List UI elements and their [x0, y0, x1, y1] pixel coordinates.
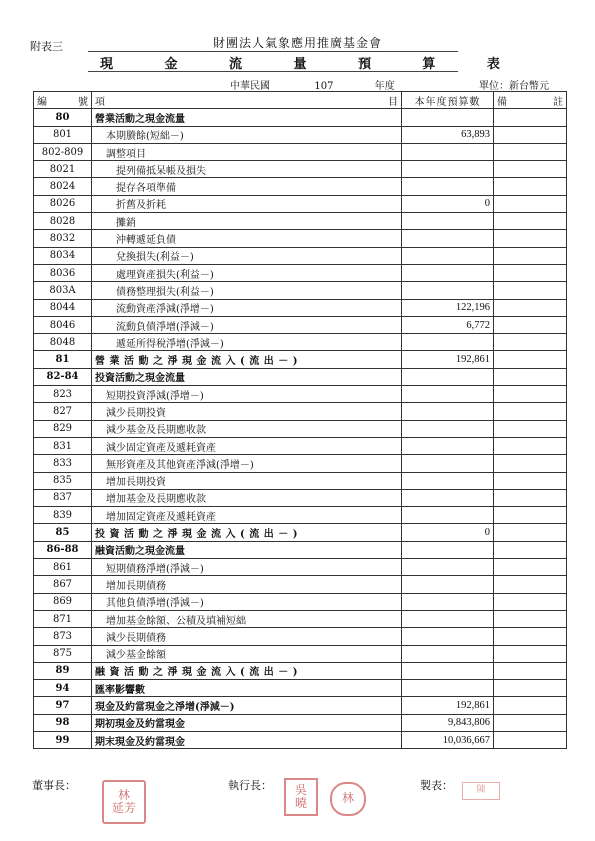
row-note — [494, 299, 567, 316]
row-note — [494, 282, 567, 299]
row-item: 攤銷 — [92, 213, 402, 230]
row-amount — [402, 610, 494, 627]
row-amount: 122,196 — [402, 299, 494, 316]
header-item — [92, 92, 402, 109]
table-row — [34, 489, 567, 506]
row-item: 增加固定資產及遞耗資產 — [92, 507, 402, 524]
row-note — [494, 386, 567, 403]
row-code: 871 — [34, 610, 92, 627]
row-code: 8046 — [34, 316, 92, 333]
row-note — [494, 628, 567, 645]
row-amount — [402, 437, 494, 454]
header-item-char-b: 目 — [388, 96, 398, 108]
row-code: 8034 — [34, 247, 92, 264]
row-item: 增加長期債務 — [92, 576, 402, 593]
row-item: 無形資產及其他資產淨減(淨增－) — [92, 455, 402, 472]
row-amount: 0 — [402, 524, 494, 541]
row-amount — [402, 109, 494, 126]
fiscal-period — [230, 77, 395, 92]
row-item: 兌換損失(利益－) — [92, 247, 402, 264]
row-item: 處理資產損失(利益－) — [92, 264, 402, 281]
row-amount — [402, 420, 494, 437]
org-underline — [88, 51, 458, 52]
row-note — [494, 334, 567, 351]
table-row — [34, 143, 567, 160]
chairman-seal: 林 延芳 — [102, 780, 146, 824]
row-code: 82-84 — [34, 368, 92, 385]
header-note-char-a: 備 — [497, 96, 507, 108]
row-item: 提列備抵呆帳及損失 — [92, 161, 402, 178]
row-note — [494, 697, 567, 714]
table-row — [34, 455, 567, 472]
row-amount — [402, 662, 494, 679]
row-code: 875 — [34, 645, 92, 662]
row-note — [494, 264, 567, 281]
row-note — [494, 524, 567, 541]
row-amount: 9,843,806 — [402, 714, 494, 731]
row-item: 融資活動之現金流量 — [92, 541, 402, 558]
row-item: 減少長期債務 — [92, 628, 402, 645]
row-note — [494, 472, 567, 489]
row-note — [494, 455, 567, 472]
table-row — [34, 524, 567, 541]
table-row — [34, 264, 567, 281]
row-note — [494, 610, 567, 627]
row-item: 減少長期投資 — [92, 403, 402, 420]
row-note — [494, 731, 567, 748]
row-note — [494, 680, 567, 697]
row-code: 8032 — [34, 230, 92, 247]
row-item: 營業活動之現金流量 — [92, 109, 402, 126]
row-code: 873 — [34, 628, 92, 645]
title-char: 量 — [293, 57, 307, 72]
chairman-label: 董事長： — [32, 779, 76, 792]
table-row — [34, 541, 567, 558]
title-char: 金 — [164, 57, 178, 72]
title-char: 預 — [357, 57, 371, 72]
row-code: 802-809 — [34, 143, 92, 160]
table-row — [34, 610, 567, 627]
table-row — [34, 109, 567, 126]
row-item: 本期賸餘(短絀－) — [92, 126, 402, 143]
row-note — [494, 316, 567, 333]
table-row — [34, 213, 567, 230]
row-note — [494, 645, 567, 662]
row-code: 85 — [34, 524, 92, 541]
row-amount: 6,772 — [402, 316, 494, 333]
row-note — [494, 437, 567, 454]
title-char: 流 — [228, 57, 242, 72]
table-row — [34, 628, 567, 645]
cash-flow-table — [33, 91, 567, 749]
row-amount — [402, 541, 494, 558]
row-note — [494, 195, 567, 212]
row-code: 8028 — [34, 213, 92, 230]
row-note — [494, 489, 567, 506]
row-amount: 63,893 — [402, 126, 494, 143]
executive-label: 執行長： — [228, 779, 272, 792]
row-code: 80 — [34, 109, 92, 126]
row-code: 801 — [34, 126, 92, 143]
row-note — [494, 351, 567, 368]
period-suffix: 年度 — [374, 81, 395, 92]
row-item: 增加基金餘額、公積及填補短絀 — [92, 610, 402, 627]
row-amount — [402, 143, 494, 160]
row-note — [494, 213, 567, 230]
row-item: 短期債務淨增(淨減－) — [92, 559, 402, 576]
period-year: 107 — [314, 81, 334, 92]
organization-name: 財團法人氣象應用推廣基金會 — [212, 36, 382, 50]
row-note — [494, 403, 567, 420]
row-note — [494, 559, 567, 576]
row-amount — [402, 507, 494, 524]
row-note — [494, 368, 567, 385]
table-row — [34, 299, 567, 316]
row-amount — [402, 230, 494, 247]
header-code — [34, 92, 92, 109]
table-row — [34, 247, 567, 264]
row-item: 增加基金及長期應收款 — [92, 489, 402, 506]
row-amount — [402, 282, 494, 299]
row-code: 831 — [34, 437, 92, 454]
row-amount — [402, 593, 494, 610]
table-row — [34, 731, 567, 748]
row-amount — [402, 334, 494, 351]
table-row — [34, 714, 567, 731]
row-note — [494, 576, 567, 593]
row-code: 829 — [34, 420, 92, 437]
row-note — [494, 109, 567, 126]
table-row — [34, 593, 567, 610]
row-item: 增加長期投資 — [92, 472, 402, 489]
row-item: 匯率影響數 — [92, 680, 402, 697]
row-note — [494, 161, 567, 178]
row-note — [494, 662, 567, 679]
document-title — [100, 53, 500, 72]
title-char: 表 — [486, 57, 500, 72]
title-underline — [88, 71, 458, 72]
row-item: 現金及約當現金之淨增(淨減－) — [92, 697, 402, 714]
row-item: 短期投資淨減(淨增－) — [92, 386, 402, 403]
row-note — [494, 247, 567, 264]
table-row — [34, 282, 567, 299]
row-item: 債務整理損失(利益－) — [92, 282, 402, 299]
table-row — [34, 420, 567, 437]
table-row — [34, 472, 567, 489]
row-note — [494, 420, 567, 437]
row-code: 8044 — [34, 299, 92, 316]
row-code: 8026 — [34, 195, 92, 212]
table-row — [34, 507, 567, 524]
period-prefix: 中華民國 — [230, 81, 270, 92]
row-amount — [402, 213, 494, 230]
row-amount — [402, 455, 494, 472]
row-item: 減少基金餘額 — [92, 645, 402, 662]
row-code: 867 — [34, 576, 92, 593]
row-note — [494, 126, 567, 143]
executive-seal: 吳 曉 — [284, 778, 318, 816]
row-item: 沖轉遞延負債 — [92, 230, 402, 247]
row-item: 遞延所得稅淨增(淨減－) — [92, 334, 402, 351]
row-code: 803A — [34, 282, 92, 299]
row-amount — [402, 472, 494, 489]
row-code: 8024 — [34, 178, 92, 195]
table-row — [34, 368, 567, 385]
table-row — [34, 576, 567, 593]
row-code: 837 — [34, 489, 92, 506]
header-amount: 本年度預算數 — [402, 92, 494, 109]
annex-label: 附表三 — [30, 40, 63, 53]
table-row — [34, 403, 567, 420]
row-item: 折舊及折耗 — [92, 195, 402, 212]
row-note — [494, 178, 567, 195]
row-item: 投資活動之現金流量 — [92, 368, 402, 385]
row-note — [494, 714, 567, 731]
preparer-label: 製表： — [420, 779, 453, 792]
row-note — [494, 507, 567, 524]
header-note — [494, 92, 567, 109]
table-body — [34, 109, 567, 749]
row-amount — [402, 645, 494, 662]
row-item: 融資活動之淨現金流入(流出－) — [92, 662, 402, 679]
row-amount — [402, 628, 494, 645]
row-note — [494, 541, 567, 558]
row-amount — [402, 576, 494, 593]
row-amount — [402, 559, 494, 576]
table-row — [34, 559, 567, 576]
row-code: 8036 — [34, 264, 92, 281]
row-amount — [402, 264, 494, 281]
row-code: 869 — [34, 593, 92, 610]
executive-seal-2: 林 — [330, 782, 366, 816]
row-code: 835 — [34, 472, 92, 489]
row-code: 833 — [34, 455, 92, 472]
row-code: 94 — [34, 680, 92, 697]
row-code: 99 — [34, 731, 92, 748]
table-row — [34, 178, 567, 195]
row-amount — [402, 489, 494, 506]
row-amount — [402, 680, 494, 697]
row-amount — [402, 403, 494, 420]
row-amount — [402, 368, 494, 385]
row-amount: 10,036,667 — [402, 731, 494, 748]
table-row — [34, 645, 567, 662]
row-item: 提存各項準備 — [92, 178, 402, 195]
row-code: 89 — [34, 662, 92, 679]
currency-unit: 單位：新台幣元 — [479, 81, 549, 92]
row-code: 97 — [34, 697, 92, 714]
row-code: 86-88 — [34, 541, 92, 558]
row-item: 營業活動之淨現金流入(流出－) — [92, 351, 402, 368]
row-item: 期末現金及約當現金 — [92, 731, 402, 748]
row-amount — [402, 161, 494, 178]
table-row — [34, 195, 567, 212]
table-row — [34, 351, 567, 368]
row-note — [494, 230, 567, 247]
table-row — [34, 680, 567, 697]
row-amount: 192,861 — [402, 697, 494, 714]
row-note — [494, 143, 567, 160]
row-item: 投資活動之淨現金流入(流出－) — [92, 524, 402, 541]
preparer-seal: 陳 — [462, 782, 500, 800]
row-amount: 192,861 — [402, 351, 494, 368]
row-item: 減少固定資產及遞耗資產 — [92, 437, 402, 454]
row-amount: 0 — [402, 195, 494, 212]
table-header-row — [34, 92, 567, 109]
row-code: 839 — [34, 507, 92, 524]
row-code: 861 — [34, 559, 92, 576]
title-char: 現 — [100, 57, 114, 72]
row-code: 827 — [34, 403, 92, 420]
row-code: 8048 — [34, 334, 92, 351]
table-row — [34, 662, 567, 679]
table-row — [34, 386, 567, 403]
header-code-char-a: 編 — [37, 96, 47, 108]
row-code: 823 — [34, 386, 92, 403]
row-item: 流動資產淨減(淨增－) — [92, 299, 402, 316]
table-row — [34, 697, 567, 714]
header-code-char-b: 號 — [78, 96, 88, 108]
row-item: 期初現金及約當現金 — [92, 714, 402, 731]
header-item-char-a: 項 — [95, 96, 105, 108]
title-char: 算 — [422, 57, 436, 72]
row-amount — [402, 386, 494, 403]
row-code: 81 — [34, 351, 92, 368]
table-row — [34, 316, 567, 333]
header-note-char-b: 註 — [553, 96, 563, 108]
table-row — [34, 334, 567, 351]
row-code: 8021 — [34, 161, 92, 178]
row-item: 減少基金及長期應收款 — [92, 420, 402, 437]
row-item: 流動負債淨增(淨減－) — [92, 316, 402, 333]
table-row — [34, 437, 567, 454]
row-item: 其他負債淨增(淨減－) — [92, 593, 402, 610]
table-row — [34, 161, 567, 178]
row-amount — [402, 178, 494, 195]
table-row — [34, 126, 567, 143]
table-row — [34, 230, 567, 247]
row-note — [494, 593, 567, 610]
row-code: 98 — [34, 714, 92, 731]
row-amount — [402, 247, 494, 264]
row-item: 調整項目 — [92, 143, 402, 160]
